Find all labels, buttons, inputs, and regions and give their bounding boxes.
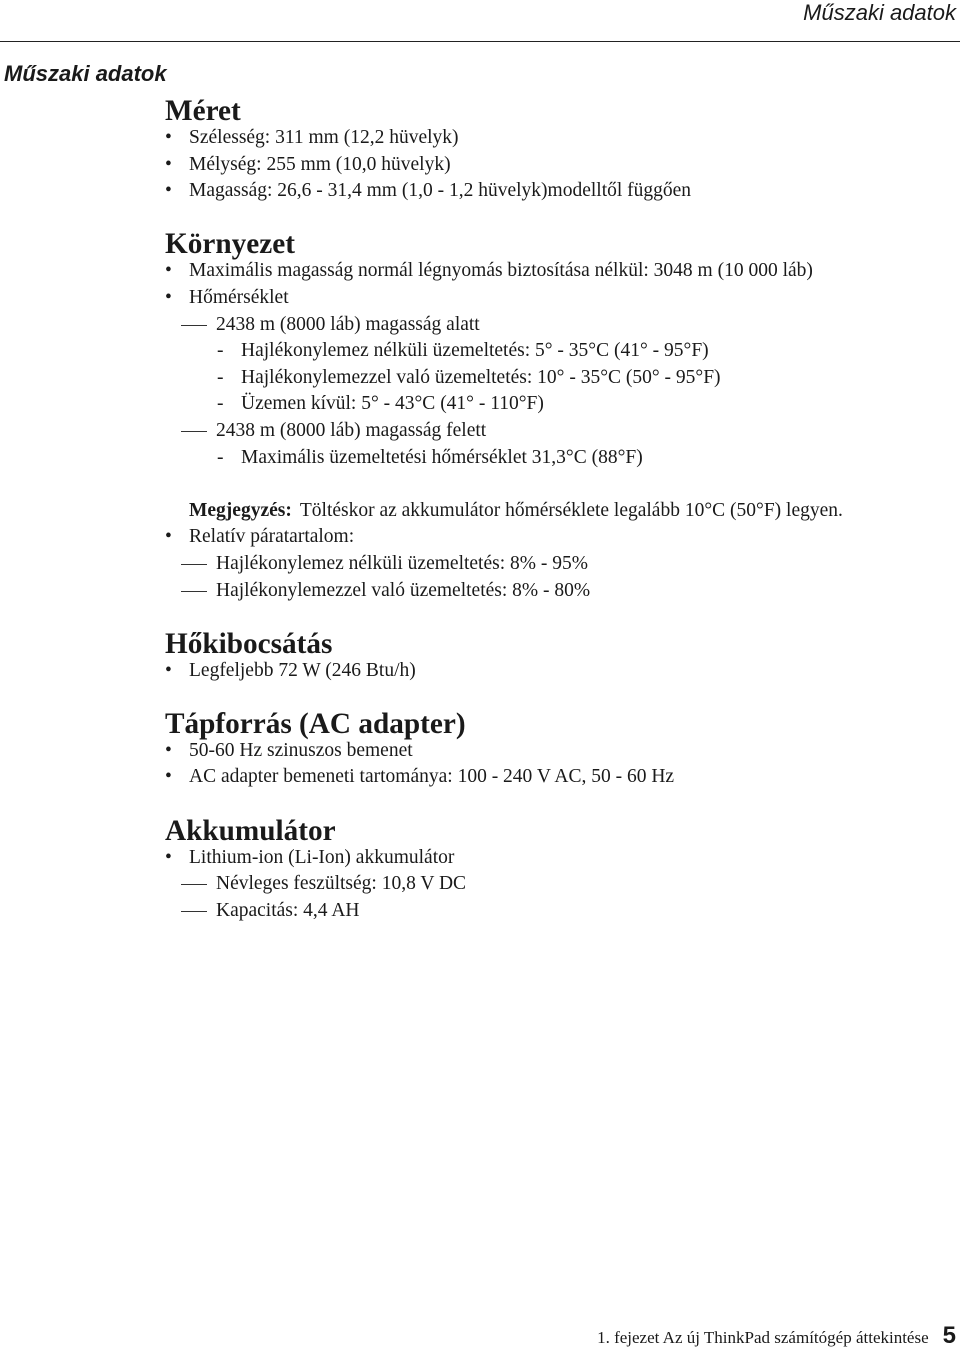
- header-rule: [0, 41, 960, 42]
- section-tapforras: [165, 707, 955, 791]
- list-item: [165, 738, 955, 765]
- section-gap: [165, 205, 955, 232]
- page-title: Műszaki adatok: [4, 61, 167, 86]
- note-gap: [165, 471, 955, 498]
- dash-icon: [181, 325, 207, 326]
- altitude-text: Maximális magasság normál légnyomás biztosítása nélkül: 3048 m (10 000 láb): [189, 260, 813, 282]
- dash-icon: [181, 431, 207, 432]
- section-hokibocsatas: [165, 627, 955, 685]
- list-item-text: 50-60 Hz szinuszos bemenet: [189, 739, 413, 761]
- section-gap: [165, 684, 955, 711]
- section-meret: [165, 95, 955, 205]
- bullet-icon: •: [165, 286, 172, 308]
- page-footer: [597, 1322, 956, 1350]
- running-header: [0, 0, 960, 26]
- list-item-text: Legfeljebb 72 W (246 Btu/h): [189, 659, 416, 681]
- sub-list-item: [165, 312, 955, 339]
- hyphen-icon: -: [217, 393, 224, 415]
- note-text: Töltéskor az akkumulátor hőmérséklete legalább 10°C (50°F) legyen.: [299, 499, 843, 521]
- list-item-text: Lithium-ion (Li-Ion) akkumulátor: [189, 846, 455, 868]
- sub-sub-list-item: [165, 445, 955, 472]
- bullet-icon: •: [165, 180, 172, 202]
- dash-icon: [181, 884, 207, 885]
- section-title-akkumulator: Akkumulátor: [165, 814, 336, 847]
- list-item-text: Hajlékonylemez nélküli üzemeltetés: 8% - 95%: [216, 552, 588, 574]
- section-gap: [165, 604, 955, 631]
- bullet-icon: •: [165, 739, 172, 761]
- section-title-meret: Méret: [165, 95, 241, 127]
- list-item: [165, 125, 955, 152]
- section-akkumulator: [165, 814, 955, 925]
- running-header-title: Műszaki adatok: [803, 0, 956, 25]
- section-title-tapforras: Tápforrás (AC adapter): [165, 707, 466, 740]
- section-title-hokibocsatas: Hőkibocsátás: [165, 627, 333, 660]
- section-gap: [165, 791, 955, 818]
- list-item-text: Névleges feszültség: 10,8 V DC: [216, 873, 467, 895]
- below-altitude-label: 2438 m (8000 láb) magasság alatt: [216, 313, 480, 335]
- list-item-text: Magasság: 26,6 - 31,4 mm (1,0 - 1,2 hüvelyk)modelltől függően: [189, 180, 692, 202]
- bullet-icon: •: [165, 260, 172, 282]
- section-title-kornyezet: Környezet: [165, 228, 295, 261]
- hyphen-icon: -: [217, 340, 224, 362]
- sub-list-item: [165, 578, 955, 605]
- spec-content: [165, 95, 955, 924]
- bullet-icon: •: [165, 526, 172, 548]
- list-item: [165, 178, 955, 205]
- note: [165, 498, 955, 525]
- list-item-text: Maximális üzemeltetési hőmérséklet 31,3°C (88°F): [241, 446, 643, 468]
- sub-list-item: [165, 551, 955, 578]
- dash-icon: [181, 564, 207, 565]
- bullet-icon: •: [165, 153, 172, 175]
- list-item-text: Szélesség: 311 mm (12,2 hüvelyk): [189, 127, 459, 148]
- dash-icon: [181, 591, 207, 592]
- bullet-icon: •: [165, 846, 172, 868]
- list-item-text: Üzemen kívül: 5° - 43°C (41° - 110°F): [241, 393, 544, 415]
- list-item-text: Mélység: 255 mm (10,0 hüvelyk): [189, 153, 451, 175]
- sub-sub-list-item: [165, 391, 955, 418]
- bullet-icon: •: [165, 766, 172, 788]
- list-item: [165, 152, 955, 179]
- bullet-icon: •: [165, 659, 172, 681]
- sub-list-item: [165, 871, 955, 898]
- sub-list-item: [165, 418, 955, 445]
- list-item-text: Kapacitás: 4,4 AH: [216, 899, 360, 921]
- bullet-icon: •: [165, 127, 172, 148]
- humidity-label: Relatív páratartalom:: [189, 526, 355, 548]
- list-item-text: Hajlékonylemezzel való üzemeltetés: 8% - 80%: [216, 579, 591, 601]
- temperature-label: Hőmérséklet: [189, 286, 289, 308]
- sub-sub-list-item: [165, 338, 955, 365]
- list-item-text: Hajlékonylemezzel való üzemeltetés: 10° - 35°C (50° - 95°F): [241, 366, 721, 388]
- dash-icon: [181, 911, 207, 912]
- list-item-text: AC adapter bemeneti tartománya: 100 - 240 V AC, 50 - 60 Hz: [189, 766, 675, 788]
- footer-chapter-title: 1. fejezet Az új ThinkPad számítógép áttekintése: [597, 1328, 929, 1347]
- hyphen-icon: -: [217, 446, 224, 468]
- list-item: [165, 258, 955, 285]
- list-item-text: Hajlékonylemez nélküli üzemeltetés: 5° - 35°C (41° - 95°F): [241, 340, 709, 362]
- sub-sub-list-item: [165, 365, 955, 392]
- sub-list-item: [165, 898, 955, 925]
- list-item: [165, 285, 955, 312]
- above-altitude-label: 2438 m (8000 láb) magasság felett: [216, 419, 487, 441]
- list-item: [165, 658, 955, 685]
- note-label: Megjegyzés:: [189, 499, 292, 521]
- list-item: [165, 845, 955, 872]
- list-item: [165, 524, 955, 551]
- page-number: 5: [942, 1322, 956, 1349]
- section-kornyezet: [165, 228, 955, 604]
- hyphen-icon: -: [217, 366, 224, 388]
- list-item: [165, 764, 955, 791]
